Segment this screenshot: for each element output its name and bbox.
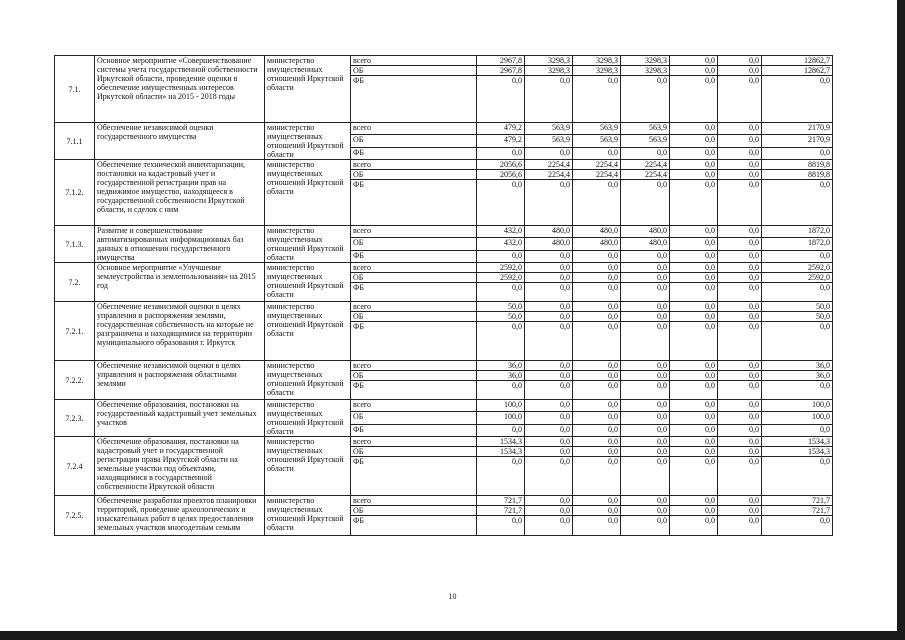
program-table-sheet [54, 55, 832, 536]
year-value-cell: 0,0 [525, 437, 573, 447]
year-value-cell: 0,0 [670, 147, 718, 159]
table-row [55, 56, 833, 66]
total-value-cell: 12862,7 [762, 66, 833, 76]
year-value-cell: 0,0 [670, 506, 718, 516]
funding-source: всего [351, 160, 477, 170]
year-value-cell: 479,2 [477, 123, 525, 135]
total-value-cell: 0,0 [762, 147, 833, 159]
year-value-cell: 0,0 [525, 361, 573, 371]
item-number: 7.2.1. [55, 302, 95, 361]
funding-source: ОБ [351, 312, 477, 322]
year-value-cell: 36,0 [477, 361, 525, 371]
year-value-cell: 3298,3 [573, 66, 621, 76]
year-value-cell: 0,0 [621, 180, 670, 226]
responsible-executor: министерство имущественных отношений Иркутской области [265, 361, 351, 400]
year-value-cell: 0,0 [670, 238, 718, 250]
funding-source: ФБ [351, 322, 477, 361]
funding-source: ОБ [351, 412, 477, 424]
year-value-cell: 0,0 [670, 361, 718, 371]
year-value-cell: 0,0 [718, 226, 762, 238]
year-value-cell: 36,0 [477, 371, 525, 381]
year-value-cell: 480,0 [573, 238, 621, 250]
year-value-cell: 0,0 [573, 312, 621, 322]
year-value-cell: 0,0 [525, 381, 573, 400]
scan-edge-right [897, 0, 905, 640]
year-value-cell: 563,9 [573, 123, 621, 135]
year-value-cell: 0,0 [670, 66, 718, 76]
total-value-cell: 50,0 [762, 302, 833, 312]
year-value-cell: 0,0 [670, 437, 718, 447]
table-row [55, 123, 833, 135]
year-value-cell: 0,0 [477, 322, 525, 361]
funding-source: ФБ [351, 283, 477, 302]
year-value-cell: 0,0 [573, 263, 621, 273]
activity-description: Обеспечение образования, постановки на кадастровый учет и государственной регистрации права Иркутской области на земельные участки под объектами, находящимися в государственной собственности Иркутской области [95, 437, 265, 496]
year-value-cell: 0,0 [573, 496, 621, 506]
funding-source: ОБ [351, 170, 477, 180]
table-row [55, 400, 833, 412]
year-value-cell: 0,0 [670, 56, 718, 66]
year-value-cell: 479,2 [477, 135, 525, 147]
year-value-cell: 0,0 [477, 424, 525, 436]
year-value-cell: 0,0 [573, 180, 621, 226]
year-value-cell: 3298,3 [573, 56, 621, 66]
total-value-cell: 2170,9 [762, 135, 833, 147]
funding-source: ОБ [351, 273, 477, 283]
year-value-cell: 0,0 [718, 506, 762, 516]
year-value-cell: 0,0 [525, 506, 573, 516]
year-value-cell: 0,0 [525, 283, 573, 302]
year-value-cell: 0,0 [718, 437, 762, 447]
funding-source: всего [351, 302, 477, 312]
total-value-cell: 0,0 [762, 76, 833, 123]
total-value-cell: 0,0 [762, 180, 833, 226]
item-number: 7.2.3. [55, 400, 95, 437]
funding-source: всего [351, 263, 477, 273]
scan-edge-bottom [0, 631, 905, 640]
total-value-cell: 8819,8 [762, 160, 833, 170]
year-value-cell: 0,0 [718, 135, 762, 147]
funding-source: ФБ [351, 457, 477, 496]
responsible-executor: министерство имущественных отношений Иркутской области [265, 160, 351, 226]
activity-description: Обеспечение независимой оценки в целях управления и распоряжения областными землями [95, 361, 265, 400]
year-value-cell: 1534,3 [477, 447, 525, 457]
year-value-cell: 480,0 [573, 226, 621, 238]
total-value-cell: 1872,0 [762, 238, 833, 250]
year-value-cell: 0,0 [621, 147, 670, 159]
funding-source: ФБ [351, 250, 477, 262]
total-value-cell: 100,0 [762, 400, 833, 412]
year-value-cell: 1534,3 [477, 437, 525, 447]
year-value-cell: 0,0 [525, 322, 573, 361]
year-value-cell: 480,0 [621, 238, 670, 250]
year-value-cell: 0,0 [573, 447, 621, 457]
responsible-executor: министерство имущественных отношений Иркутской области [265, 437, 351, 496]
item-number: 7.2.2. [55, 361, 95, 400]
responsible-executor: министерство имущественных отношений Иркутской области [265, 302, 351, 361]
year-value-cell: 0,0 [621, 447, 670, 457]
total-value-cell: 0,0 [762, 381, 833, 400]
year-value-cell: 2967,8 [477, 56, 525, 66]
total-value-cell: 1534,3 [762, 437, 833, 447]
year-value-cell: 563,9 [573, 135, 621, 147]
total-value-cell: 2170,9 [762, 123, 833, 135]
year-value-cell: 0,0 [718, 56, 762, 66]
item-number: 7.1.2. [55, 160, 95, 226]
year-value-cell: 0,0 [670, 170, 718, 180]
year-value-cell: 2056,6 [477, 160, 525, 170]
funding-source: ОБ [351, 506, 477, 516]
item-number: 7.1. [55, 56, 95, 123]
year-value-cell: 0,0 [718, 147, 762, 159]
year-value-cell: 432,0 [477, 238, 525, 250]
year-value-cell: 0,0 [525, 180, 573, 226]
year-value-cell: 0,0 [670, 273, 718, 283]
budget-table [54, 55, 833, 536]
year-value-cell: 0,0 [573, 424, 621, 436]
year-value-cell: 0,0 [573, 371, 621, 381]
year-value-cell: 0,0 [718, 180, 762, 226]
year-value-cell: 0,0 [670, 160, 718, 170]
funding-source: ФБ [351, 516, 477, 536]
year-value-cell: 2254,4 [525, 160, 573, 170]
responsible-executor: министерство имущественных отношений Иркутской области [265, 123, 351, 160]
year-value-cell: 0,0 [670, 496, 718, 506]
year-value-cell: 0,0 [525, 400, 573, 412]
funding-source: всего [351, 56, 477, 66]
year-value-cell: 0,0 [670, 447, 718, 457]
year-value-cell: 0,0 [525, 371, 573, 381]
year-value-cell: 0,0 [670, 283, 718, 302]
year-value-cell: 0,0 [718, 516, 762, 536]
year-value-cell: 50,0 [477, 302, 525, 312]
activity-description: Развитие и совершенствование автоматизированных информационных баз данных в отношении государственного имущества [95, 226, 265, 263]
funding-source: ФБ [351, 180, 477, 226]
year-value-cell: 0,0 [718, 160, 762, 170]
responsible-executor: министерство имущественных отношений Иркутской области [265, 400, 351, 437]
year-value-cell: 0,0 [477, 180, 525, 226]
year-value-cell: 0,0 [525, 457, 573, 496]
year-value-cell: 0,0 [477, 381, 525, 400]
year-value-cell: 0,0 [621, 506, 670, 516]
funding-source: всего [351, 361, 477, 371]
year-value-cell: 0,0 [670, 516, 718, 536]
year-value-cell: 0,0 [573, 322, 621, 361]
total-value-cell: 0,0 [762, 250, 833, 262]
year-value-cell: 0,0 [525, 516, 573, 536]
total-value-cell: 8819,8 [762, 170, 833, 180]
year-value-cell: 2592,0 [477, 263, 525, 273]
total-value-cell: 1872,0 [762, 226, 833, 238]
year-value-cell: 0,0 [718, 250, 762, 262]
year-value-cell: 480,0 [621, 226, 670, 238]
year-value-cell: 2056,6 [477, 170, 525, 180]
year-value-cell: 480,0 [525, 238, 573, 250]
year-value-cell: 0,0 [718, 457, 762, 496]
table-row [55, 263, 833, 273]
funding-source: ОБ [351, 135, 477, 147]
year-value-cell: 0,0 [525, 424, 573, 436]
year-value-cell: 0,0 [525, 312, 573, 322]
total-value-cell: 0,0 [762, 322, 833, 361]
year-value-cell: 0,0 [525, 496, 573, 506]
total-value-cell: 0,0 [762, 283, 833, 302]
year-value-cell: 0,0 [718, 123, 762, 135]
year-value-cell: 0,0 [573, 302, 621, 312]
year-value-cell: 0,0 [573, 147, 621, 159]
year-value-cell: 0,0 [718, 283, 762, 302]
year-value-cell: 0,0 [718, 371, 762, 381]
total-value-cell: 721,7 [762, 506, 833, 516]
year-value-cell: 0,0 [621, 76, 670, 123]
year-value-cell: 0,0 [718, 361, 762, 371]
table-row [55, 361, 833, 371]
table-row [55, 437, 833, 447]
year-value-cell: 0,0 [621, 263, 670, 273]
responsible-executor: министерство имущественных отношений Иркутской области [265, 496, 351, 536]
year-value-cell: 0,0 [670, 250, 718, 262]
total-value-cell: 0,0 [762, 457, 833, 496]
item-number: 7.2.5. [55, 496, 95, 536]
responsible-executor: министерство имущественных отношений Иркутской области [265, 226, 351, 263]
year-value-cell: 0,0 [718, 312, 762, 322]
responsible-executor: министерство имущественных отношений Иркутской области [265, 56, 351, 123]
activity-description: Обеспечение независимой оценки государственного имущества [95, 123, 265, 160]
year-value-cell: 0,0 [525, 412, 573, 424]
year-value-cell: 0,0 [477, 516, 525, 536]
year-value-cell: 563,9 [525, 135, 573, 147]
page-number: 10 [448, 592, 457, 601]
year-value-cell: 0,0 [621, 516, 670, 536]
year-value-cell: 3298,3 [525, 66, 573, 76]
funding-source: всего [351, 437, 477, 447]
year-value-cell: 0,0 [670, 123, 718, 135]
year-value-cell: 563,9 [621, 135, 670, 147]
total-value-cell: 100,0 [762, 412, 833, 424]
funding-source: ОБ [351, 371, 477, 381]
year-value-cell: 0,0 [573, 516, 621, 536]
year-value-cell: 0,0 [525, 273, 573, 283]
total-value-cell: 721,7 [762, 496, 833, 506]
year-value-cell: 0,0 [718, 412, 762, 424]
year-value-cell: 563,9 [621, 123, 670, 135]
year-value-cell: 2254,4 [525, 170, 573, 180]
year-value-cell: 0,0 [573, 273, 621, 283]
funding-source: ОБ [351, 447, 477, 457]
activity-description: Обеспечение образования, постановки на государственный кадастровый учет земельных участков [95, 400, 265, 437]
year-value-cell: 0,0 [621, 302, 670, 312]
year-value-cell: 0,0 [525, 76, 573, 123]
funding-source: всего [351, 496, 477, 506]
year-value-cell: 0,0 [621, 273, 670, 283]
year-value-cell: 0,0 [670, 76, 718, 123]
year-value-cell: 2254,4 [621, 170, 670, 180]
year-value-cell: 0,0 [670, 424, 718, 436]
year-value-cell: 0,0 [670, 371, 718, 381]
year-value-cell: 563,9 [525, 123, 573, 135]
year-value-cell: 2254,4 [573, 170, 621, 180]
year-value-cell: 100,0 [477, 400, 525, 412]
year-value-cell: 0,0 [525, 250, 573, 262]
year-value-cell: 0,0 [670, 302, 718, 312]
year-value-cell: 0,0 [718, 66, 762, 76]
year-value-cell: 0,0 [718, 263, 762, 273]
year-value-cell: 0,0 [670, 412, 718, 424]
year-value-cell: 0,0 [718, 170, 762, 180]
year-value-cell: 0,0 [621, 250, 670, 262]
year-value-cell: 0,0 [525, 447, 573, 457]
year-value-cell: 0,0 [621, 283, 670, 302]
year-value-cell: 0,0 [621, 322, 670, 361]
year-value-cell: 0,0 [718, 496, 762, 506]
year-value-cell: 0,0 [718, 302, 762, 312]
year-value-cell: 0,0 [477, 250, 525, 262]
funding-source: ФБ [351, 147, 477, 159]
table-row [55, 226, 833, 238]
year-value-cell: 0,0 [670, 400, 718, 412]
activity-description: Основное мероприятие «Улучшение землеустройства и землепользования» на 2015 год [95, 263, 265, 302]
year-value-cell: 0,0 [573, 381, 621, 400]
total-value-cell: 0,0 [762, 424, 833, 436]
year-value-cell: 480,0 [525, 226, 573, 238]
funding-source: всего [351, 400, 477, 412]
year-value-cell: 0,0 [670, 263, 718, 273]
year-value-cell: 2254,4 [621, 160, 670, 170]
item-number: 7.2. [55, 263, 95, 302]
total-value-cell: 0,0 [762, 516, 833, 536]
year-value-cell: 0,0 [477, 283, 525, 302]
item-number: 7.2.4 [55, 437, 95, 496]
funding-source: ФБ [351, 76, 477, 123]
year-value-cell: 0,0 [573, 250, 621, 262]
responsible-executor: министерство имущественных отношений Иркутской области [265, 263, 351, 302]
table-row [55, 160, 833, 170]
item-number: 7.1.1 [55, 123, 95, 160]
year-value-cell: 0,0 [718, 447, 762, 457]
year-value-cell: 0,0 [573, 506, 621, 516]
year-value-cell: 0,0 [621, 424, 670, 436]
year-value-cell: 0,0 [718, 273, 762, 283]
total-value-cell: 12862,7 [762, 56, 833, 66]
funding-source: ОБ [351, 66, 477, 76]
year-value-cell: 0,0 [670, 457, 718, 496]
year-value-cell: 0,0 [670, 180, 718, 226]
year-value-cell: 100,0 [477, 412, 525, 424]
year-value-cell: 0,0 [621, 312, 670, 322]
funding-source: всего [351, 226, 477, 238]
year-value-cell: 0,0 [718, 238, 762, 250]
year-value-cell: 0,0 [670, 322, 718, 361]
year-value-cell: 2967,8 [477, 66, 525, 76]
year-value-cell: 0,0 [621, 457, 670, 496]
year-value-cell: 0,0 [573, 361, 621, 371]
year-value-cell: 0,0 [621, 400, 670, 412]
year-value-cell: 2254,4 [573, 160, 621, 170]
year-value-cell: 50,0 [477, 312, 525, 322]
year-value-cell: 0,0 [525, 302, 573, 312]
funding-source: ФБ [351, 424, 477, 436]
activity-description: Обеспечение технической инвентаризации, постановки на кадастровый учет и государственной регистрации прав на недвижимое имущество, находящееся в государственной собственности Иркутской области, и сделок с ним [95, 160, 265, 226]
year-value-cell: 721,7 [477, 506, 525, 516]
year-value-cell: 0,0 [573, 400, 621, 412]
year-value-cell: 3298,3 [621, 66, 670, 76]
funding-source: всего [351, 123, 477, 135]
table-row [55, 302, 833, 312]
year-value-cell: 0,0 [718, 381, 762, 400]
year-value-cell: 0,0 [718, 424, 762, 436]
year-value-cell: 0,0 [573, 412, 621, 424]
year-value-cell: 0,0 [573, 76, 621, 123]
year-value-cell: 0,0 [477, 457, 525, 496]
year-value-cell: 3298,3 [621, 56, 670, 66]
year-value-cell: 432,0 [477, 226, 525, 238]
year-value-cell: 721,7 [477, 496, 525, 506]
total-value-cell: 36,0 [762, 371, 833, 381]
year-value-cell: 0,0 [573, 457, 621, 496]
table-row [55, 496, 833, 506]
year-value-cell: 3298,3 [525, 56, 573, 66]
total-value-cell: 2592,0 [762, 273, 833, 283]
funding-source: ОБ [351, 238, 477, 250]
year-value-cell: 0,0 [477, 76, 525, 123]
year-value-cell: 0,0 [573, 437, 621, 447]
year-value-cell: 0,0 [477, 147, 525, 159]
year-value-cell: 0,0 [621, 371, 670, 381]
year-value-cell: 0,0 [621, 361, 670, 371]
total-value-cell: 2592,0 [762, 263, 833, 273]
year-value-cell: 0,0 [718, 76, 762, 123]
year-value-cell: 0,0 [718, 400, 762, 412]
activity-description: Обеспечение разработки проектов планировки территорий, проведение археологических и изыскательных работ в целях предоставления земельных участков многодетным семьям [95, 496, 265, 536]
year-value-cell: 0,0 [670, 226, 718, 238]
year-value-cell: 0,0 [573, 283, 621, 302]
year-value-cell: 0,0 [718, 322, 762, 361]
year-value-cell: 0,0 [621, 412, 670, 424]
funding-source: ФБ [351, 381, 477, 400]
activity-description: Основное мероприятие «Совершенствование системы учета государственной собственности Иркутской области, проведение оценки в обеспечение имущественных интересов Иркутской области» на 2015 - 2018 годы [95, 56, 265, 123]
year-value-cell: 0,0 [670, 135, 718, 147]
year-value-cell: 0,0 [621, 437, 670, 447]
year-value-cell: 0,0 [525, 263, 573, 273]
year-value-cell: 0,0 [621, 496, 670, 506]
year-value-cell: 2592,0 [477, 273, 525, 283]
total-value-cell: 36,0 [762, 361, 833, 371]
item-number: 7.1.3. [55, 226, 95, 263]
total-value-cell: 50,0 [762, 312, 833, 322]
year-value-cell: 0,0 [670, 381, 718, 400]
year-value-cell: 0,0 [621, 381, 670, 400]
activity-description: Обеспечение независимой оценки в целях управления и распоряжения землями, государственная собственность на которые не разграничена и находящимися на территории муниципального образования г. Иркутск [95, 302, 265, 361]
total-value-cell: 1534,3 [762, 447, 833, 457]
year-value-cell: 0,0 [670, 312, 718, 322]
year-value-cell: 0,0 [525, 147, 573, 159]
